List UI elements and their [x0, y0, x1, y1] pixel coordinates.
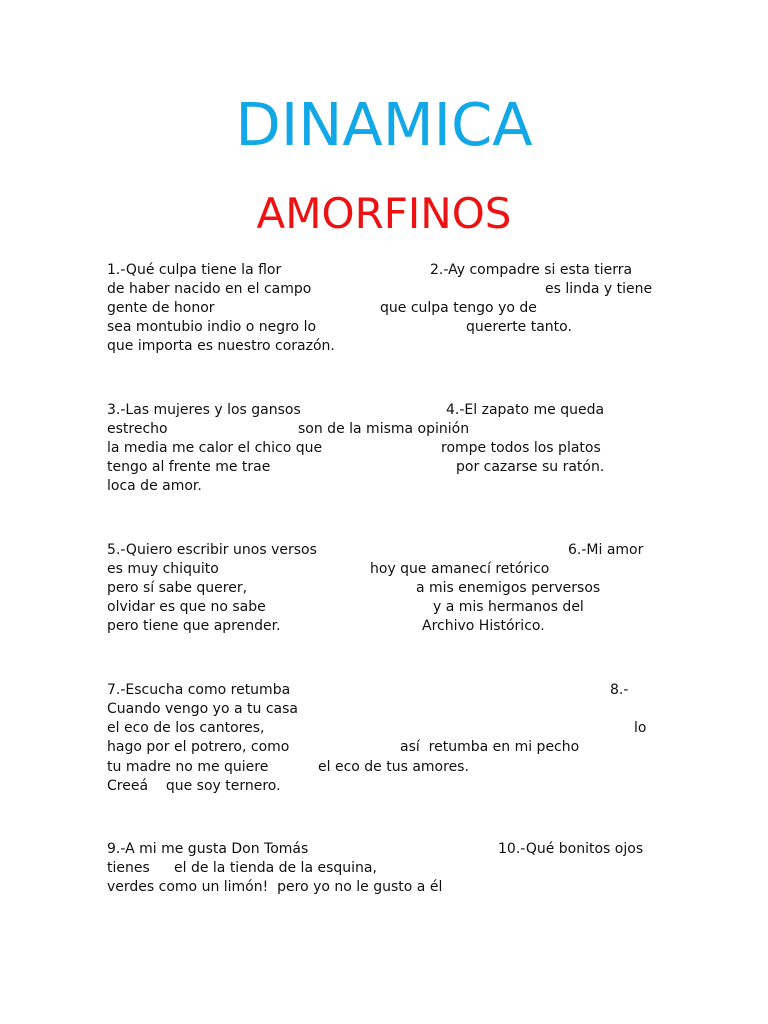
text-line: loca de amor.: [107, 478, 202, 494]
text-line: por cazarse su ratón.: [456, 459, 605, 475]
page-title: DINAMICA: [235, 90, 533, 159]
text-line: son de la misma opinión: [298, 421, 470, 437]
text-line: 1.-Qué culpa tiene la flor: [107, 262, 282, 278]
text-line: 6.-Mi amor: [568, 542, 644, 558]
text-line: 7.-Escucha como retumba: [107, 682, 291, 698]
text-line: tengo al frente me trae: [107, 459, 271, 475]
text-line: 5.-Quiero escribir unos versos: [107, 542, 317, 558]
text-line: es muy chiquito: [107, 561, 219, 577]
text-line: hago por el potrero, como: [107, 739, 290, 755]
text-line: el eco de los cantores,: [107, 720, 265, 736]
text-line: gente de honor: [107, 300, 215, 316]
page-subtitle: AMORFINOS: [256, 189, 512, 238]
text-line: pero sí sabe querer,: [107, 580, 248, 596]
text-line: es linda y tiene: [545, 281, 653, 297]
text-line: Archivo Histórico.: [422, 618, 545, 634]
text-line: 4.-El zapato me queda: [446, 402, 605, 418]
text-line: 3.-Las mujeres y los gansos: [107, 402, 301, 418]
text-line: 9.-A mi me gusta Don Tomás: [107, 841, 309, 857]
text-line: así retumba en mi pecho: [400, 739, 580, 755]
text-line: que importa es nuestro corazón.: [107, 338, 335, 354]
text-line: tienes: [107, 860, 150, 876]
text-line: que culpa tengo yo de: [380, 300, 537, 316]
text-line: 8.-: [610, 682, 629, 698]
text-line: rompe todos los platos: [441, 440, 601, 456]
text-line: tu madre no me quiere: [107, 759, 269, 775]
text-line: la media me calor el chico que: [107, 440, 323, 456]
text-line: olvidar es que no sabe: [107, 599, 266, 615]
text-line: sea montubio indio o negro lo: [107, 319, 317, 335]
text-line: lo: [634, 720, 647, 736]
text-line: Cuando vengo yo a tu casa: [107, 701, 298, 717]
text-line: estrecho: [107, 421, 168, 437]
text-line: de haber nacido en el campo: [107, 281, 312, 297]
text-line: el de la tienda de la esquina,: [174, 860, 377, 876]
text-line: a mis enemigos perversos: [416, 580, 601, 596]
text-line: hoy que amanecí retórico: [370, 561, 550, 577]
text-line: 10.-Qué bonitos ojos: [498, 841, 644, 857]
text-line: y a mis hermanos del: [433, 599, 584, 615]
text-line: pero tiene que aprender.: [107, 618, 281, 634]
text-line: verdes como un limón! pero yo no le gusto a él: [107, 879, 443, 895]
text-line: 2.-Ay compadre si esta tierra: [430, 262, 633, 278]
text-line: quererte tanto.: [466, 319, 572, 335]
text-line: el eco de tus amores.: [318, 759, 469, 775]
text-line: Creeá que soy ternero.: [107, 778, 281, 794]
